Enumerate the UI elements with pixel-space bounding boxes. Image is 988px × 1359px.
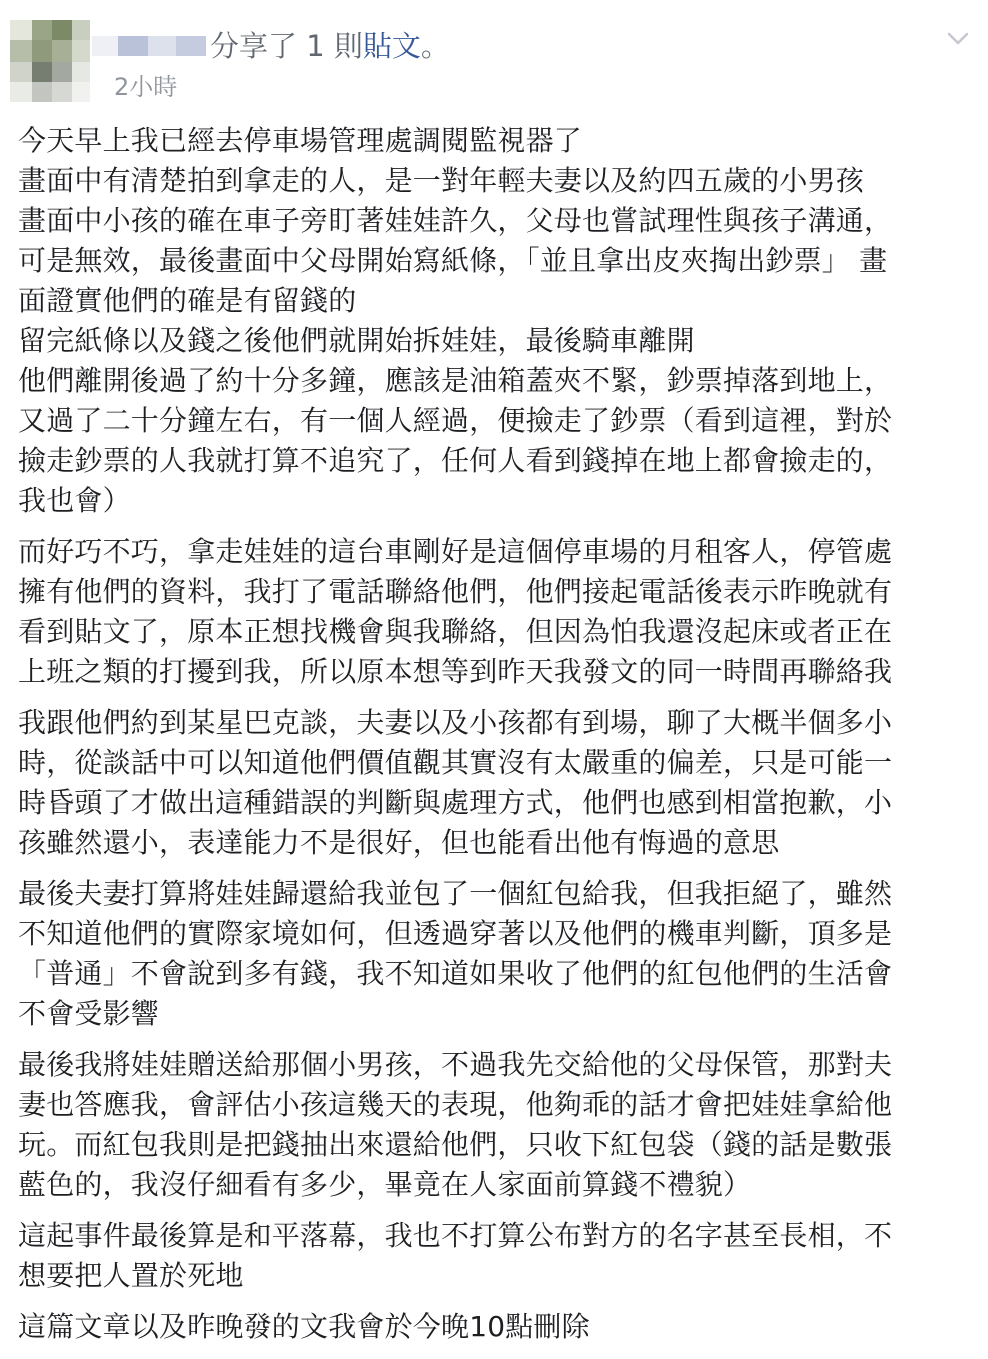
blurred-user-name[interactable] xyxy=(92,28,206,62)
post-text-line: 孩雖然還小，表達能力不是很好，但也能看出他有悔過的意思 xyxy=(18,826,780,859)
post-text-line: 留完紙條以及錢之後他們就開始拆娃娃，最後騎車離開 xyxy=(18,324,695,357)
post-text-line: 不會受影響 xyxy=(18,997,160,1030)
post-text-line: 面證實他們的確是有留錢的 xyxy=(18,284,357,317)
post-text-line: 撿走鈔票的人我就打算不追究了，任何人看到錢掉在地上都會撿走的， xyxy=(18,444,893,477)
post-paragraph xyxy=(18,874,968,1034)
post-paragraph xyxy=(18,1307,968,1347)
post-text-line: 他們離開後過了約十分多鐘，應該是油箱蓋夾不緊，鈔票掉落到地上， xyxy=(18,364,893,397)
post-text-line: 時昏頭了才做出這種錯誤的判斷與處理方式，他們也感到相當抱歉，小 xyxy=(18,786,893,819)
post-text-line: 最後我將娃娃贈送給那個小男孩，不過我先交給他的父母保管，那對夫 xyxy=(18,1048,893,1081)
post-text-line: 想要把人置於死地 xyxy=(18,1259,244,1292)
post-text-line: 而好巧不巧，拿走娃娃的這台車剛好是這個停車場的月租客人，停管處 xyxy=(18,535,893,568)
post-text-line: 畫面中小孩的確在車子旁盯著娃娃許久，父母也嘗試理性與孩子溝通， xyxy=(18,204,893,237)
post-text-line: 上班之類的打擾到我，所以原本想等到昨天我發文的同一時間再聯絡我 xyxy=(18,655,893,688)
post-text-line: 最後夫妻打算將娃娃歸還給我並包了一個紅包給我，但我拒絕了，雖然 xyxy=(18,877,893,910)
post-text-line: 看到貼文了，原本正想找機會與我聯絡，但因為怕我還沒起床或者正在 xyxy=(18,615,893,648)
post-text-line: 藍色的，我沒仔細看有多少，畢竟在人家面前算錢不禮貌） xyxy=(18,1168,752,1201)
post-text-line: 擁有他們的資料，我打了電話聯絡他們，他們接起電話後表示昨晚就有 xyxy=(18,575,893,608)
post-text-line: 時，從談話中可以知道他們價值觀其實沒有太嚴重的偏差，只是可能一 xyxy=(18,746,893,779)
post-text-line: 又過了二十分鐘左右，有一個人經過，便撿走了鈔票（看到這裡，對於 xyxy=(18,404,893,437)
share-caption xyxy=(210,26,450,66)
avatar[interactable] xyxy=(10,20,90,102)
post-text-line: 這起事件最後算是和平落幕，我也不打算公布對方的名字甚至長相，不 xyxy=(18,1219,893,1252)
post-timestamp[interactable]: 2小時 xyxy=(114,73,178,101)
post-text-line: 我也會） xyxy=(18,484,131,517)
post-header xyxy=(0,0,988,110)
post-paragraph xyxy=(18,1045,968,1205)
post-paragraph xyxy=(18,703,968,863)
post-body xyxy=(18,121,968,1358)
post-text-line: 不知道他們的實際家境如何，但透過穿著以及他們的機車判斷，頂多是 xyxy=(18,917,893,950)
post-text-line: 「普通」不會說到多有錢，我不知道如果收了他們的紅包他們的生活會 xyxy=(18,957,893,990)
post-text-line: 今天早上我已經去停車場管理處調閱監視器了 xyxy=(18,124,583,157)
post-options-button[interactable] xyxy=(940,24,976,54)
post-text-line: 玩。而紅包我則是把錢抽出來還給他們，只收下紅包袋（錢的話是數張 xyxy=(18,1128,893,1161)
share-prefix: 分享了 1 則 xyxy=(210,29,363,63)
post-paragraph xyxy=(18,121,968,521)
post-text-line: 妻也答應我，會評估小孩這幾天的表現，他夠乖的話才會把娃娃拿給他 xyxy=(18,1088,893,1121)
post-paragraph xyxy=(18,532,968,692)
post-text-line: 這篇文章以及昨晚發的文我會於今晚10點刪除 xyxy=(18,1310,590,1343)
post-paragraph xyxy=(18,1216,968,1296)
chevron-down-icon xyxy=(940,24,976,54)
shared-post-link[interactable]: 貼文 xyxy=(362,29,421,63)
post-text-line: 我跟他們約到某星巴克談，夫妻以及小孩都有到場，聊了大概半個多小 xyxy=(18,706,893,739)
post-text-line: 可是無效，最後畫面中父母開始寫紙條，「並且拿出皮夾掏出鈔票」 畫 xyxy=(18,244,888,277)
post-text-line: 畫面中有清楚拍到拿走的人，是一對年輕夫妻以及約四五歲的小男孩 xyxy=(18,164,865,197)
share-suffix: 。 xyxy=(420,29,450,63)
